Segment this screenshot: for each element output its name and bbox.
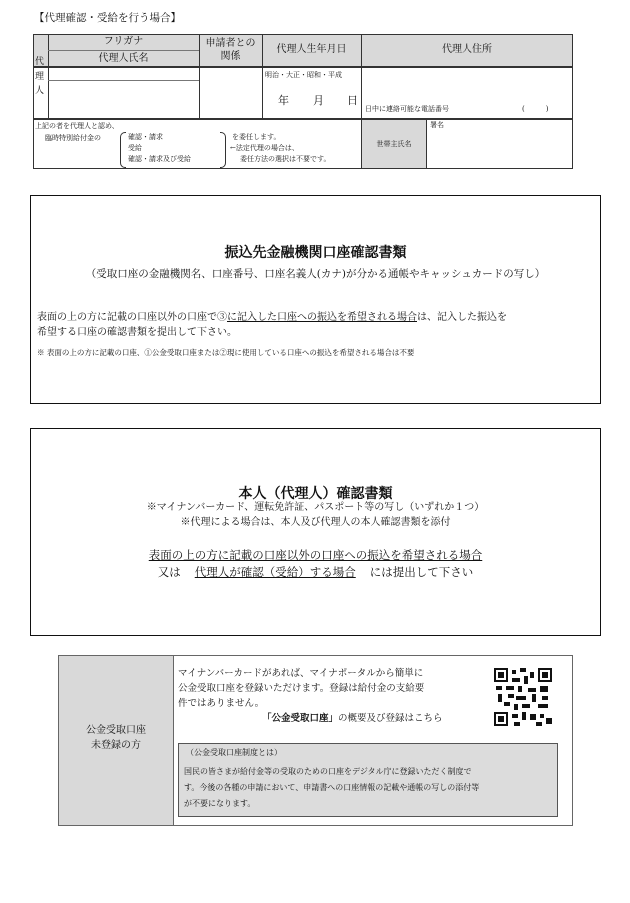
signature-label: 署名: [430, 121, 444, 129]
option-receive[interactable]: 受給: [128, 144, 142, 152]
id-box-line3-wrap: [30, 549, 601, 563]
address-label: 代理人住所: [442, 44, 492, 55]
right-bracket: [220, 132, 226, 168]
koukin-link-rest: の概要及び登録はこちら: [338, 713, 443, 724]
para-underlined: に記入した口座への振込を希望される場合: [227, 312, 417, 323]
id-box-line4-prefix: 又は: [157, 565, 181, 579]
agent-name-label: 代理人氏名: [98, 53, 149, 64]
left-bracket: [120, 132, 126, 168]
id-box-title: 本人（代理人）確認書類: [238, 486, 393, 502]
para-start: 表面の上の方に記載の口座以外の口座で: [37, 312, 217, 323]
para-end: は、記入した振込を: [417, 312, 507, 323]
householder-label: 世帯主氏名: [376, 140, 412, 148]
koukin-inner-3: が不要になります。: [184, 799, 256, 808]
daytime-phone-label: 日中に連絡可能な電話番号: [365, 105, 449, 113]
id-box-line2: ※代理による場合は、本人及び代理人の本人確認書類を添付: [180, 517, 451, 528]
year-label: 年: [278, 94, 289, 107]
bank-box-title: 振込先金融機関口座確認書類: [224, 245, 407, 261]
bank-box-paragraph-line2: 希望する口座の確認書類を提出して下さい。: [37, 327, 237, 338]
relation-label-2: 関係: [220, 51, 241, 62]
koukin-link[interactable]: [262, 713, 443, 724]
phone-paren: ( ): [522, 105, 549, 113]
id-box-line1: ※マイナンバーカード、運転免許証、パスポート等の写し（いずれか１つ）: [146, 502, 485, 513]
id-box-line4: [30, 566, 601, 580]
koukin-text-2: 公金受取口座を登録いただけます。登録は給付金の支給要: [178, 683, 425, 694]
furigana-label: フリガナ: [103, 36, 144, 47]
divider: [173, 656, 174, 825]
bank-box-subtitle: （受取口座の金融機関名、口座番号、口座名義人(カナ)が分かる通帳やキャッシュカードの写し）: [85, 268, 546, 280]
id-document-box: [30, 428, 601, 636]
koukin-left-label-2: 未登録の方: [91, 740, 141, 751]
divider: [33, 67, 573, 68]
delegation-line1: 上記の者を代理人と認め、: [35, 122, 119, 130]
agent-side-label-2: 理: [35, 72, 45, 82]
divider: [48, 80, 199, 81]
koukin-inner-2: す。今後の各種の申請において、申請書への口座情報の記載や通帳の写しの添付等: [184, 783, 480, 792]
divider: [426, 119, 427, 169]
birth-label: 代理人生年月日: [276, 44, 347, 55]
bank-box-note: ※ 表面の上の方に記載の口座、①公金受取口座または②現に使用している口座への振込を希望される場合は不要: [37, 348, 415, 357]
section-title: 【代理確認・受給を行う場合】: [34, 12, 181, 24]
para-circled: ③: [217, 312, 227, 323]
legal-note-1: ←法定代理の場合は、: [230, 144, 299, 152]
divider: [48, 50, 199, 51]
option-confirm-and-receive[interactable]: 確認・請求及び受給: [128, 155, 191, 163]
koukin-text-1: マイナンバーカードがあれば、マイナポータルから簡単に: [178, 668, 424, 679]
id-box-line4-underlined: 代理人が確認（受給）する場合: [194, 565, 356, 579]
delegation-prefix: 臨時特別給付金の: [45, 134, 101, 142]
id-box-line4-suffix: には提出して下さい: [369, 565, 474, 579]
bank-document-box: [30, 195, 601, 404]
agent-side-label-3: 人: [35, 86, 45, 96]
day-label: 日: [347, 94, 358, 107]
month-label: 月: [313, 94, 324, 107]
qr-code-icon[interactable]: [492, 668, 554, 726]
koukin-text-3: 件ではありません。: [178, 698, 265, 709]
option-confirm-claim[interactable]: 確認・請求: [128, 133, 163, 141]
koukin-inner-1: 国民の皆さまが給付金等の受取のための口座をデジタル庁に登録いただく制度で: [184, 767, 472, 776]
bank-box-paragraph: [37, 312, 507, 324]
koukin-link-bold: 「公金受取口座」: [262, 713, 339, 724]
koukin-left-label-1: 公金受取口座: [86, 725, 146, 736]
delegate-text: を委任します。: [232, 133, 281, 141]
relation-label-1: 申請者との: [205, 38, 256, 49]
agent-side-label-1: 代: [35, 57, 45, 67]
id-box-line3: 表面の上の方に記載の口座以外の口座への振込を希望される場合: [148, 548, 483, 562]
eras-label: 明治・大正・昭和・平成: [265, 71, 342, 79]
koukin-inner-title: （公金受取口座制度とは）: [186, 748, 282, 757]
legal-note-2: 委任方法の選択は不要です。: [240, 155, 331, 163]
